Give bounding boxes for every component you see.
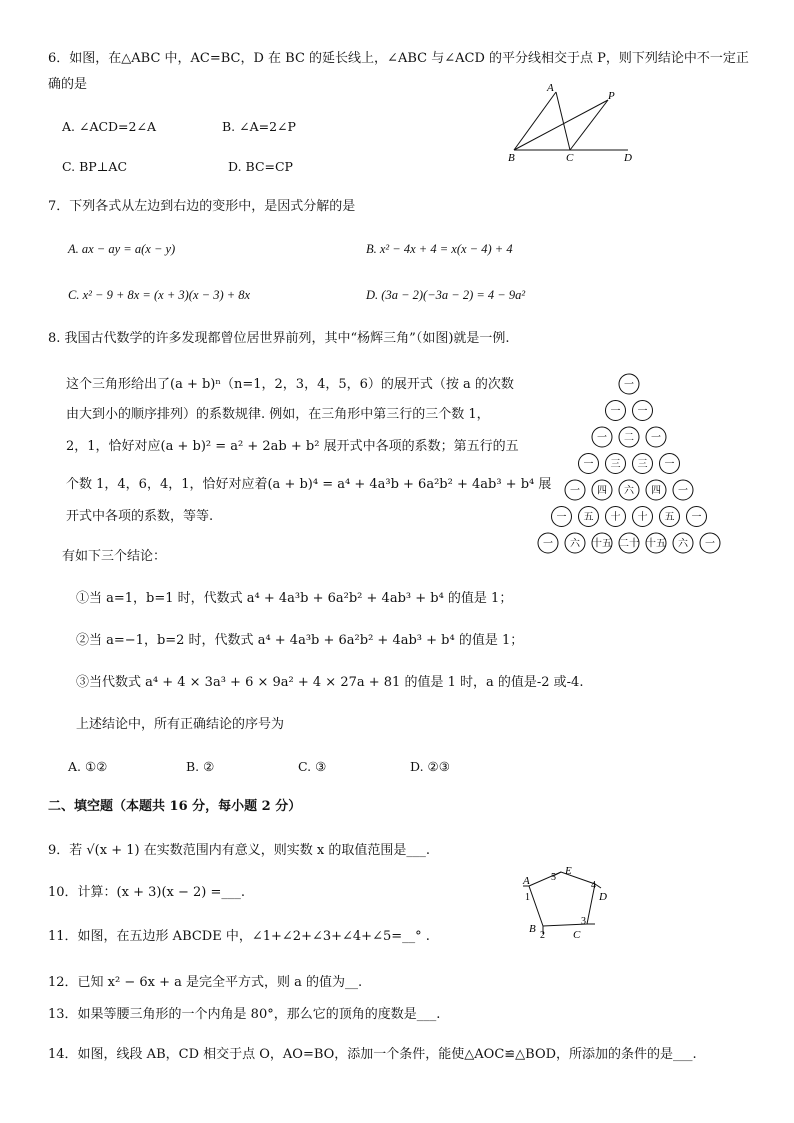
triangle-node-label: 六 xyxy=(678,538,688,550)
triangle-node-label: 四 xyxy=(651,485,661,497)
q6-label-d: D xyxy=(624,152,632,164)
triangle-node xyxy=(646,427,666,447)
triangle-node-label: 一 xyxy=(543,538,553,550)
q7-option-a: A. ax − ay = a(x − y) xyxy=(68,242,176,256)
triangle-node xyxy=(606,454,626,474)
triangle-node xyxy=(633,454,653,474)
q14-text: 14．如图，线段 AB，CD 相交于点 O，AO=BO，添加一个条件，能使△AOC≌△BOD，所添加的条件的是___. xyxy=(48,1047,697,1062)
triangle-node xyxy=(619,533,639,553)
triangle-node xyxy=(646,480,666,500)
q8-conclusion-2: ②当 a=−1，b=2 时，代数式 a⁴ + 4a³b + 6a²b² + 4ab³ + b⁴ 的值是 1； xyxy=(76,633,524,648)
triangle-node-label: 一 xyxy=(637,406,648,417)
q8-ask: 上述结论中，所有正确结论的序号为 xyxy=(76,717,285,732)
q8-conclusion-1: ①当 a=1，b=1 时，代数式 a⁴ + 4a³b + 6a²b² + 4ab³ + b⁴ 的值是 1； xyxy=(76,591,513,606)
triangle-node xyxy=(565,480,585,500)
q8-option-d: D. ②③ xyxy=(410,759,450,774)
triangle-node-label: 三 xyxy=(610,459,621,470)
q6-option-c: C. BP⊥AC xyxy=(62,159,128,174)
triangle-node-label: 五 xyxy=(664,512,675,523)
triangle-node xyxy=(673,533,693,553)
q8-para-line5: 开式中各项的系数，等等. xyxy=(66,509,214,524)
triangle-node xyxy=(579,454,599,474)
triangle-node-label: 一 xyxy=(610,406,621,417)
triangle-node-label: 一 xyxy=(705,538,715,550)
q8-stem: 8. 我国古代数学的许多发现都曾位居世界前列，其中“杨辉三角”（如图)就是一例. xyxy=(48,331,510,346)
q11-angle-5: 5 xyxy=(551,872,556,883)
triangle-node xyxy=(538,533,558,553)
q11-label-c: C xyxy=(573,929,581,941)
q11-label-a: A xyxy=(523,875,530,887)
q11-angle-3: 3 xyxy=(581,916,586,927)
triangle-node-label: 一 xyxy=(570,485,580,497)
triangle-node xyxy=(687,507,707,527)
triangle-node xyxy=(606,507,626,527)
q11-angle-2: 2 xyxy=(540,930,545,941)
triangle-node-label: 六 xyxy=(624,485,634,497)
triangle-node-label: 十五 xyxy=(592,538,612,550)
triangle-node-label: 一 xyxy=(597,432,607,444)
q11-pentagon-figure xyxy=(515,862,615,942)
triangle-node xyxy=(633,401,653,421)
q6-stem-line1: 6．如图，在△ABC 中，AC=BC，D 在 BC 的延长线上，∠ABC 与∠ACD 的平分线相交于点 P，则下列结论中不一定正 xyxy=(48,51,749,66)
triangle-node-label: 一 xyxy=(583,459,594,470)
q8-para-line2: 由大到小的顺序排列）的系数规律. 例如，在三角形中第三行的三个数 1， xyxy=(66,407,490,422)
q8-para-line3: 2，1，恰好对应(a + b)² = a² + 2ab + b² 展开式中各项的系数；第五行的五 xyxy=(66,439,519,454)
q12-text: 12．已知 x² − 6x + a 是完全平方式，则 a 的值为__. xyxy=(48,975,363,990)
q11-label-e: E xyxy=(565,865,572,877)
triangle-node-label: 三 xyxy=(637,459,648,470)
triangle-node xyxy=(592,533,612,553)
triangle-node xyxy=(660,507,680,527)
q8-option-c: C. ③ xyxy=(298,759,327,774)
triangle-node xyxy=(552,507,572,527)
q6-option-b: B. ∠A=2∠P xyxy=(222,119,296,134)
q11-angle-4: 4 xyxy=(591,880,596,891)
triangle-node xyxy=(579,507,599,527)
q6-label-c: C xyxy=(566,152,574,164)
triangle-node xyxy=(619,427,639,447)
q6-option-d: D. BC=CP xyxy=(228,159,293,174)
triangle-node-label: 一 xyxy=(651,432,661,444)
triangle-node-label: 一 xyxy=(624,379,634,391)
q11-label-b: B xyxy=(529,923,536,935)
triangle-node xyxy=(700,533,720,553)
triangle-node xyxy=(660,454,680,474)
triangle-node-label: 十五 xyxy=(646,538,666,550)
triangle-node xyxy=(646,533,666,553)
triangle-node xyxy=(619,374,639,394)
q6-option-a: A. ∠ACD=2∠A xyxy=(62,119,156,134)
triangle-node xyxy=(606,401,626,421)
yang-hui-triangle xyxy=(530,368,750,560)
q7-stem: 7．下列各式从左边到右边的变形中，是因式分解的是 xyxy=(48,199,356,214)
triangle-node xyxy=(565,533,585,553)
section-2-title: 二、填空题（本题共 16 分，每小题 2 分） xyxy=(48,799,302,814)
triangle-node-label: 五 xyxy=(583,512,594,523)
triangle-node-label: 一 xyxy=(678,485,688,497)
triangle-node-label: 十 xyxy=(610,512,621,523)
triangle-node-label: 二 xyxy=(624,432,634,444)
q10-text: 10．计算：(x + 3)(x − 2) =___. xyxy=(48,885,246,900)
q8-para-line4: 个数 1，4，6，4，1，恰好对应着(a + b)⁴ = a⁴ + 4a³b + 6a²b² + 4ab³ + b⁴ 展 xyxy=(66,477,552,492)
q11-angle-1: 1 xyxy=(525,892,530,903)
q8-intro: 有如下三个结论： xyxy=(62,549,167,564)
triangle-node-label: 十 xyxy=(637,512,648,523)
q6-label-p: P xyxy=(608,90,615,102)
q6-triangle-figure xyxy=(500,80,650,166)
q6-label-b: B xyxy=(508,152,515,164)
triangle-node-label: 一 xyxy=(691,512,702,523)
q7-option-c: C. x² − 9 + 8x = (x + 3)(x − 3) + 8x xyxy=(68,288,251,302)
q6-stem-line2: 确的是 xyxy=(48,77,88,92)
triangle-node xyxy=(592,427,612,447)
q8-para-line1: 这个三角形给出了(a + b)ⁿ（n=1，2，3，4，5，6）的展开式（按 a 的次数 xyxy=(66,377,514,392)
q6-label-a: A xyxy=(547,82,554,94)
q9-text: 9．若 √(x + 1) 在实数范围内有意义，则实数 x 的取值范围是___. xyxy=(48,843,430,858)
triangle-node xyxy=(633,507,653,527)
q8-option-a: A. ①② xyxy=(68,759,108,774)
q11-text: 11．如图，在五边形 ABCDE 中，∠1+∠2+∠3+∠4+∠5=__° . xyxy=(48,929,430,944)
triangle-node xyxy=(673,480,693,500)
q7-option-d: D. (3a − 2)(−3a − 2) = 4 − 9a² xyxy=(366,288,526,302)
q11-label-d: D xyxy=(599,891,607,903)
triangle-node xyxy=(619,480,639,500)
q7-option-b: B. x² − 4x + 4 = x(x − 4) + 4 xyxy=(366,242,513,256)
q13-text: 13．如果等腰三角形的一个内角是 80°，那么它的顶角的度数是___. xyxy=(48,1007,441,1022)
triangle-node-label: 一 xyxy=(664,459,675,470)
triangle-node-label: 六 xyxy=(570,538,580,550)
triangle-node-label: 四 xyxy=(597,485,607,497)
triangle-node xyxy=(592,480,612,500)
q8-option-b: B. ② xyxy=(186,759,215,774)
triangle-node-label: 二十 xyxy=(619,538,639,550)
q8-conclusion-3: ③当代数式 a⁴ + 4 × 3a³ + 6 × 9a² + 4 × 27a + 81 的值是 1 时，a 的值是-2 或-4. xyxy=(76,675,584,690)
triangle-node-label: 一 xyxy=(556,512,567,523)
